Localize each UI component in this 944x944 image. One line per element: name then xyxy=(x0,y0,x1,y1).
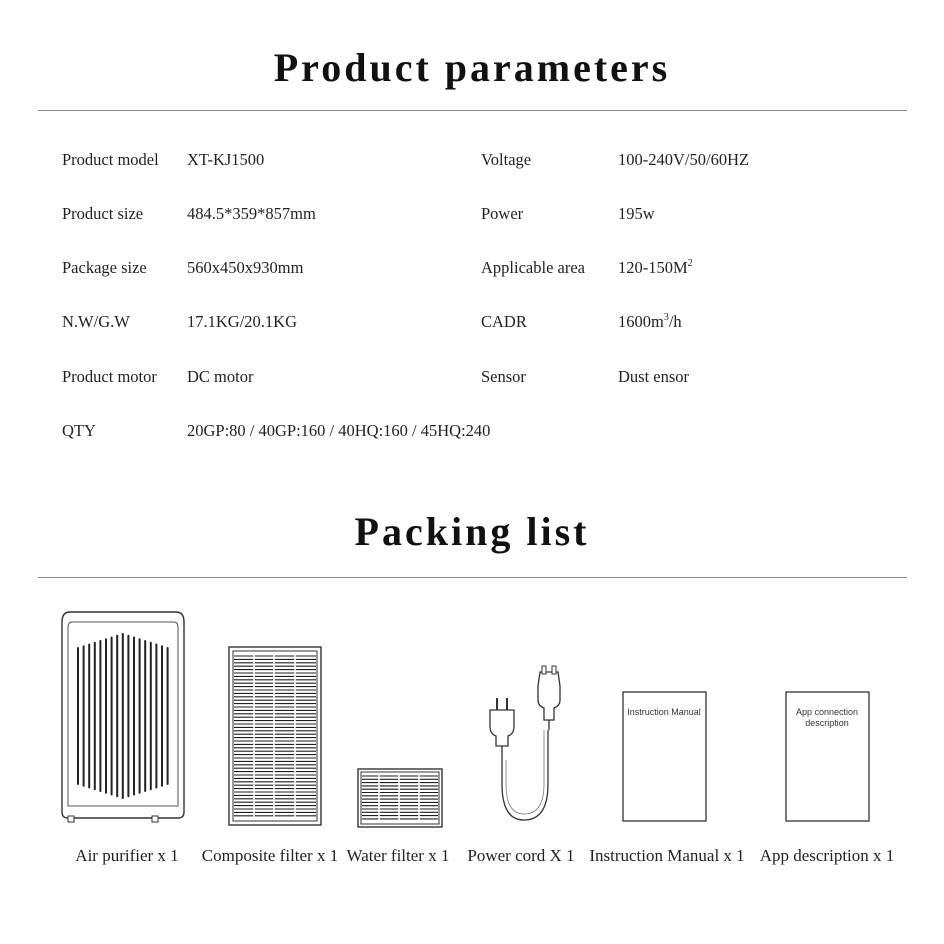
caption-water-filter: Water filter x 1 xyxy=(346,846,450,865)
divider-bottom xyxy=(38,577,907,578)
param-label-area: Applicable area xyxy=(481,258,585,277)
packing-list-title: Packing list xyxy=(354,509,590,554)
power-cord-illustration xyxy=(484,664,570,826)
param-label-size: Product size xyxy=(62,204,144,223)
param-label-qty: QTY xyxy=(62,421,96,440)
caption-air-purifier: Air purifier x 1 xyxy=(75,846,179,865)
param-label-sensor: Sensor xyxy=(481,367,526,386)
caption-composite-filter: Composite filter x 1 xyxy=(201,846,339,865)
param-label-package: Package size xyxy=(62,258,147,277)
param-label-weight: N.W/G.W xyxy=(62,312,130,331)
param-value-cadr-text: 1600m xyxy=(618,312,664,331)
param-label-power: Power xyxy=(481,204,524,223)
param-value-qty: 20GP:80 / 40GP:160 / 40HQ:160 / 45HQ:240 xyxy=(187,421,491,440)
param-value-sensor: Dust ensor xyxy=(618,367,690,386)
param-value-area-text: 120-150M xyxy=(618,258,688,277)
param-label-voltage: Voltage xyxy=(481,150,532,169)
param-value-motor: DC motor xyxy=(187,367,254,386)
param-value-package: 560x450x930mm xyxy=(187,258,304,277)
param-value-area xyxy=(618,258,693,278)
param-label-model: Product model xyxy=(62,150,159,169)
product-parameters-title: Product parameters xyxy=(273,45,671,90)
param-label-motor: Product motor xyxy=(62,367,157,386)
param-value-size: 484.5*359*857mm xyxy=(187,204,316,223)
param-value-power: 195w xyxy=(618,204,655,223)
composite-filter-illustration xyxy=(228,646,322,826)
caption-power-cord: Power cord X 1 xyxy=(467,846,575,865)
air-purifier-illustration xyxy=(58,608,188,824)
water-filter-illustration xyxy=(357,768,443,828)
caption-instruction-manual: Instruction Manual x 1 xyxy=(589,846,745,865)
manual-cover-text: Instruction Manual xyxy=(627,707,701,717)
param-value-weight: 17.1KG/20.1KG xyxy=(187,312,297,331)
param-value-area-sup: 2 xyxy=(687,258,693,269)
param-value-cadr-suffix: /h xyxy=(668,312,682,331)
caption-app-description: App description x 1 xyxy=(759,846,895,865)
app-cover-text: App connection description xyxy=(795,707,859,728)
divider-top xyxy=(38,110,907,111)
param-value-cadr-sup: 3 xyxy=(663,312,669,323)
param-value-voltage: 100-240V/50/60HZ xyxy=(618,150,750,169)
param-value-model: XT-KJ1500 xyxy=(187,150,265,169)
param-label-cadr: CADR xyxy=(481,312,527,331)
param-value-cadr xyxy=(618,312,682,332)
